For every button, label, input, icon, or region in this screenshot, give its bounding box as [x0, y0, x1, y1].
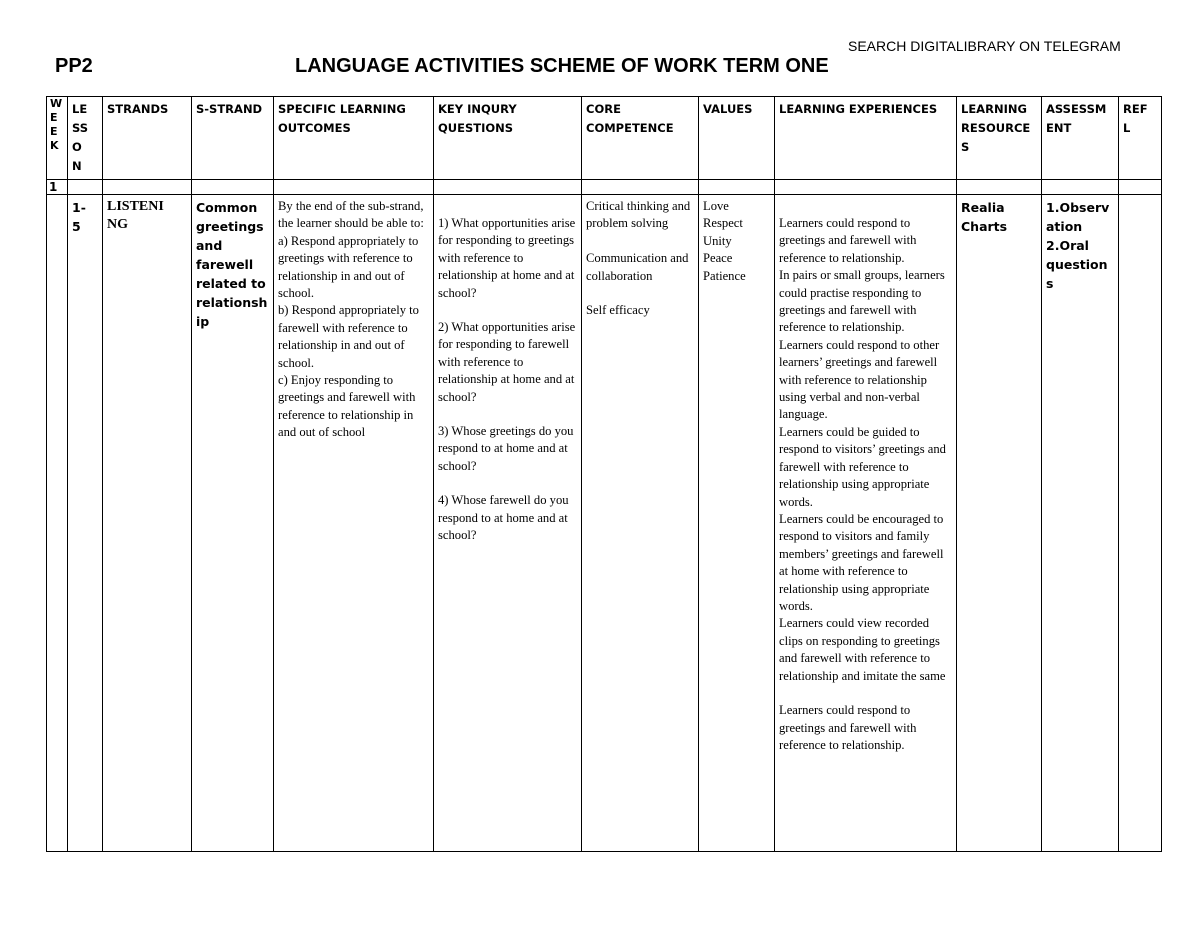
- header-competence: CORE COMPETENCE: [582, 97, 699, 180]
- reflection-cell: [1119, 195, 1162, 852]
- experiences-text: Learners could respond to greetings and farewell with reference to relationship. In pairs or small groups, learners could practise responding to greetings and farewell with reference to relationship. Learners could respond to other learners’ greetings and farewell with reference to relationship using verbal and non-verbal language. Learners could be guided to respond to visitors’ greetings and farewell with reference to relationship using appropriate words. Learners could be encouraged to respond to visitors and family members’ greetings and farewell at home with reference to relationship using appropriate words. Learners could view recorded clips on responding to greetings and farewell with reference to relationship and imitate the same Learners could respond to greetings and farewell with reference to relationship.: [779, 216, 946, 753]
- lesson-cell: 1- 5: [68, 195, 103, 852]
- question-2: 2) What opportunities arise for responding to farewell with reference to relationship at home and at school?: [438, 320, 576, 404]
- outcomes-cell: By the end of the sub-strand, the learner should be able to: a) Respond appropriately to greetings with reference to relationship in and out of school. b) Respond appropriately to farewell with reference to relationship in and out of school. c) Enjoy responding to greetings and farewell with reference to relationship in and out of school: [274, 195, 434, 852]
- values-cell: Love Respect Unity Peace Patience: [699, 195, 775, 852]
- page-title: LANGUAGE ACTIVITIES SCHEME OF WORK TERM ONE: [295, 55, 829, 77]
- week-row: [47, 180, 1162, 195]
- week-number: 1: [47, 180, 68, 195]
- header-questions: KEY INQURY QUESTIONS: [434, 97, 582, 180]
- question-1: 1) What opportunities arise for responding to greetings with reference to relationship at home and at school?: [438, 216, 576, 300]
- resources-cell: Realia Charts: [957, 195, 1042, 852]
- scheme-table: [46, 96, 1162, 852]
- strand-cell: LISTENI NG: [103, 195, 192, 852]
- assessment-cell: 1.Observ ation 2.Oral question s: [1042, 195, 1119, 852]
- grade-label: PP2: [55, 55, 93, 77]
- header-assessment: ASSESSM ENT: [1042, 97, 1119, 180]
- competence-cell: Critical thinking and problem solving Communication and collaboration Self efficacy: [582, 195, 699, 852]
- experiences-cell: [775, 195, 957, 852]
- telegram-note: SEARCH DIGITALIBRARY ON TELEGRAM: [848, 38, 1121, 54]
- table-row: [47, 195, 1162, 852]
- header-strands: STRANDS: [103, 97, 192, 180]
- header-resources: LEARNING RESOURCE S: [957, 97, 1042, 180]
- header-row: [47, 97, 1162, 180]
- questions-cell: [434, 195, 582, 852]
- header-reflection: REF L: [1119, 97, 1162, 180]
- question-3: 3) Whose greetings do you respond to at home and at school?: [438, 424, 574, 473]
- header-lesson: LE SS O N: [68, 97, 103, 180]
- header-week: W E E K: [47, 97, 68, 180]
- header-values: VALUES: [699, 97, 775, 180]
- header-sub-strand: S-STRAND: [192, 97, 274, 180]
- sub-strand-cell: Common greetings and farewell related to relationsh ip: [192, 195, 274, 852]
- header-experiences: LEARNING EXPERIENCES: [775, 97, 957, 180]
- question-4: 4) Whose farewell do you respond to at home and at school?: [438, 493, 569, 543]
- header-outcomes: SPECIFIC LEARNING OUTCOMES: [274, 97, 434, 180]
- week-cell: [47, 195, 68, 852]
